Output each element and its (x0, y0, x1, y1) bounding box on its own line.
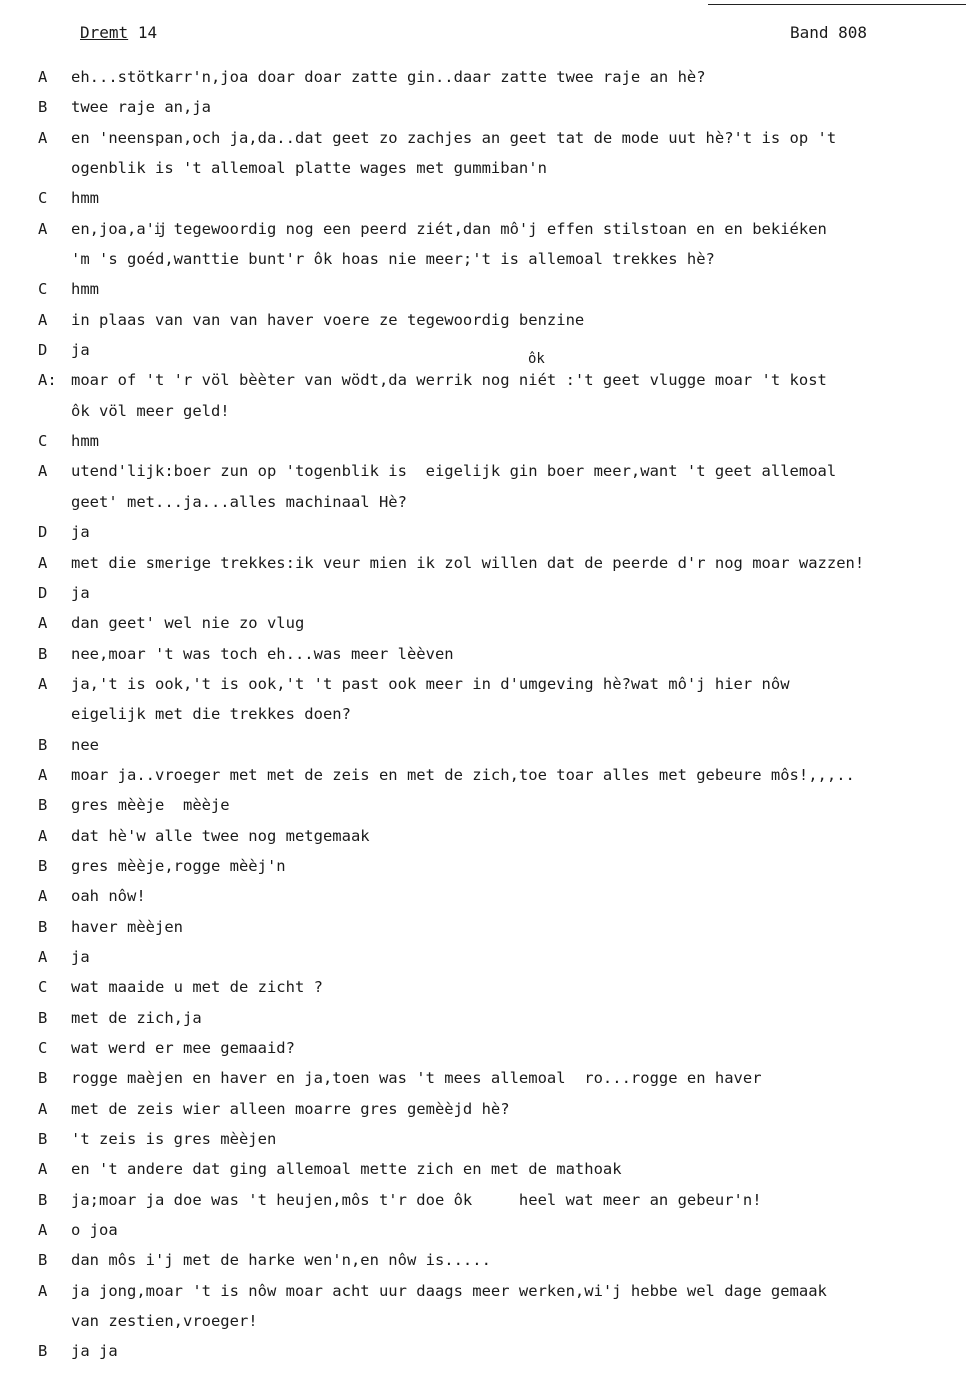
transcript-line (0, 1215, 966, 1245)
speaker-label: A (38, 1160, 48, 1179)
line-text: oah nôw! (71, 887, 146, 906)
speaker-label: D (38, 583, 48, 602)
transcript-line (0, 426, 966, 456)
transcript-line (0, 92, 966, 122)
line-text: ja (71, 523, 90, 542)
line-text: wat werd er mee gemaaid? (71, 1039, 295, 1057)
speaker-label: B (38, 1190, 48, 1209)
line-text: en 't andere dat ging allemoal mette zich en met de mathoak (71, 1160, 622, 1179)
speaker-label: A: (38, 371, 57, 390)
line-text: ja (71, 583, 90, 602)
transcript-line (0, 183, 966, 213)
transcript-line (0, 821, 966, 851)
transcript-line (0, 790, 966, 820)
transcript-line (0, 881, 966, 911)
transcript-line (0, 351, 966, 395)
transcript-line (0, 335, 966, 368)
transcript-line (0, 760, 966, 790)
line-text: ja ja (71, 1342, 118, 1361)
line-text: ôk völ meer geld! (71, 401, 230, 420)
line-text: rogge maèjen en haver en ja,toen was 't mees allemoal ro...rogge en haver (71, 1069, 762, 1088)
transcript-line (0, 1063, 966, 1093)
speaker-label: A (38, 68, 48, 86)
transcript-line (0, 62, 966, 92)
speaker-label: B (38, 1008, 48, 1027)
speaker-label: A (38, 1221, 48, 1240)
transcript-line (0, 730, 966, 760)
transcript-line (0, 274, 966, 304)
line-text: ogenblik is 't allemoal platte wages met gummiban'n (71, 159, 547, 178)
speaker-label: D (38, 523, 48, 542)
speaker-label: C (38, 978, 48, 997)
speaker-label: B (38, 796, 48, 815)
line-text: ja,'t is ook,'t is ook,'t 't past ook meer in d'umgeving hè?wat mô'j hier nôw (71, 674, 790, 693)
transcript-line (0, 1306, 966, 1336)
line-text: dat hè'w alle twee nog metgemaak (71, 826, 370, 845)
transcript-line (0, 487, 966, 517)
transcript-line (0, 578, 966, 608)
speaker-label: C (38, 280, 48, 299)
transcript-line (0, 1033, 966, 1063)
transcript-line (0, 456, 966, 486)
transcript-line (0, 639, 966, 669)
speaker-label: B (38, 1130, 48, 1149)
transcript-line (0, 1336, 966, 1366)
speaker-label: A (38, 765, 48, 784)
transcript-line (0, 214, 966, 244)
speaker-label: B (38, 735, 48, 754)
document-header-right: Band 808 (790, 23, 868, 42)
speaker-label: C (38, 1039, 48, 1057)
transcript-line (0, 1094, 966, 1124)
line-text: hmm (71, 432, 99, 451)
line-text: en,joa,a'ĳ tegewoordig nog een peerd ziét,dan mô'j effen stilstoan en en bekiéken (71, 219, 827, 238)
line-text: dan môs i'j met de harke wen'n,en nôw is..... (71, 1251, 491, 1270)
speaker-label: A (38, 553, 48, 572)
transcript-line (0, 548, 966, 578)
line-text: eigelijk met die trekkes doen? (71, 705, 351, 724)
transcript-line (0, 1124, 966, 1154)
transcript-line (0, 851, 966, 881)
transcript-line (0, 517, 966, 547)
speaker-label: C (38, 432, 48, 451)
transcript-line (0, 942, 966, 972)
transcript-line (0, 1003, 966, 1033)
line-text: moar of 't 'r völ bèèter van wödt,da werrik nog niét :'t geet vlugge moar 't kost (71, 371, 827, 390)
speaker-label: C (38, 189, 48, 208)
transcript-line (0, 912, 966, 942)
transcript-line (0, 1276, 966, 1306)
line-text: hmm (71, 280, 99, 299)
line-text: wat maaide u met de zicht ? (71, 978, 323, 997)
speaker-label: A (38, 614, 48, 633)
transcript-line (0, 123, 966, 153)
speaker-label: A (38, 1281, 48, 1300)
speaker-label: B (38, 98, 48, 117)
line-text: 't zeis is gres mèèjen (71, 1130, 277, 1149)
line-text: haver mèèjen (71, 917, 183, 936)
line-text: met die smerige trekkes:ik veur mien ik zol willen dat de peerde d'r nog moar wazzen! (71, 553, 865, 572)
transcript-line (0, 972, 966, 1002)
speaker-label: B (38, 1069, 48, 1088)
transcript-line (0, 244, 966, 274)
speaker-label: B (38, 644, 48, 663)
line-text: o joa (71, 1221, 118, 1240)
document-header-left (80, 23, 157, 43)
line-text: en 'neenspan,och ja,da..dat geet zo zachjes an geet tat de mode uut hè?'t is op 't (71, 128, 837, 147)
line-text: eh...stötkarr'n,joa doar doar zatte gin..daar zatte twee raje an hè? (71, 68, 706, 86)
line-text: ja (71, 341, 90, 360)
speaker-label: B (38, 856, 48, 875)
transcript-line (0, 699, 966, 729)
speaker-label: A (38, 1099, 48, 1118)
transcript (0, 62, 966, 1367)
transcript-line (0, 1185, 966, 1215)
line-text: ja jong,moar 't is nôw moar acht uur daags meer werken,wi'j hebbe wel dage gemaak (71, 1281, 827, 1300)
top-rule (708, 4, 966, 5)
speaker-label: A (38, 826, 48, 845)
line-text: dan geet' wel nie zo vlug (71, 614, 305, 633)
speaker-label: B (38, 917, 48, 936)
line-text: 'm 's goéd,wanttie bunt'r ôk hoas nie meer;'t is allemoal trekkes hè? (71, 250, 715, 269)
speaker-label: A (38, 462, 48, 481)
speaker-label: A (38, 887, 48, 906)
speaker-label: B (38, 1251, 48, 1270)
line-text: ja;moar ja doe was 't heujen,môs t'r doe ôk heel wat meer an gebeur'n! (71, 1190, 762, 1209)
speaker-label: A (38, 310, 48, 329)
line-text: met de zeis wier alleen moarre gres gemèèjd hè? (71, 1099, 510, 1118)
transcript-line (0, 608, 966, 638)
line-text: nee,moar 't was toch eh...was meer lèèven (71, 644, 454, 663)
line-text: van zestien,vroeger! (71, 1312, 258, 1331)
transcript-line (0, 153, 966, 183)
line-text: nee (71, 735, 99, 754)
speaker-label: A (38, 674, 48, 693)
line-text: ja (71, 947, 90, 966)
line-text: hmm (71, 189, 99, 208)
header-title: Dremt (80, 23, 129, 42)
line-text: twee raje an,ja (71, 98, 211, 117)
transcript-line (0, 669, 966, 699)
transcript-line (0, 305, 966, 335)
speaker-label: A (38, 947, 48, 966)
speaker-label: A (38, 128, 48, 147)
transcript-line (0, 1245, 966, 1275)
line-text: gres mèèje,rogge mèèj'n (71, 856, 286, 875)
line-text: gres mèèje mèèje (71, 796, 230, 815)
line-text: in plaas van van van haver voere ze tegewoordig benzine (71, 310, 585, 329)
line-text: moar ja..vroeger met met de zeis en met de zich,toe toar alles met gebeure môs!,,,.. (71, 765, 855, 784)
speaker-label: A (38, 219, 48, 238)
speaker-label: B (38, 1342, 48, 1361)
line-text: met de zich,ja (71, 1008, 202, 1027)
transcript-line (0, 396, 966, 426)
transcript-line (0, 1154, 966, 1184)
line-text: utend'lijk:boer zun op 'togenblik is eigelijk gin boer meer,want 't geet allemoal (71, 462, 837, 481)
superscript-insertion: ôk (528, 351, 545, 368)
speaker-label: D (38, 341, 48, 360)
header-page-number: 14 (137, 23, 158, 42)
line-text: geet' met...ja...alles machinaal Hè? (71, 492, 407, 511)
